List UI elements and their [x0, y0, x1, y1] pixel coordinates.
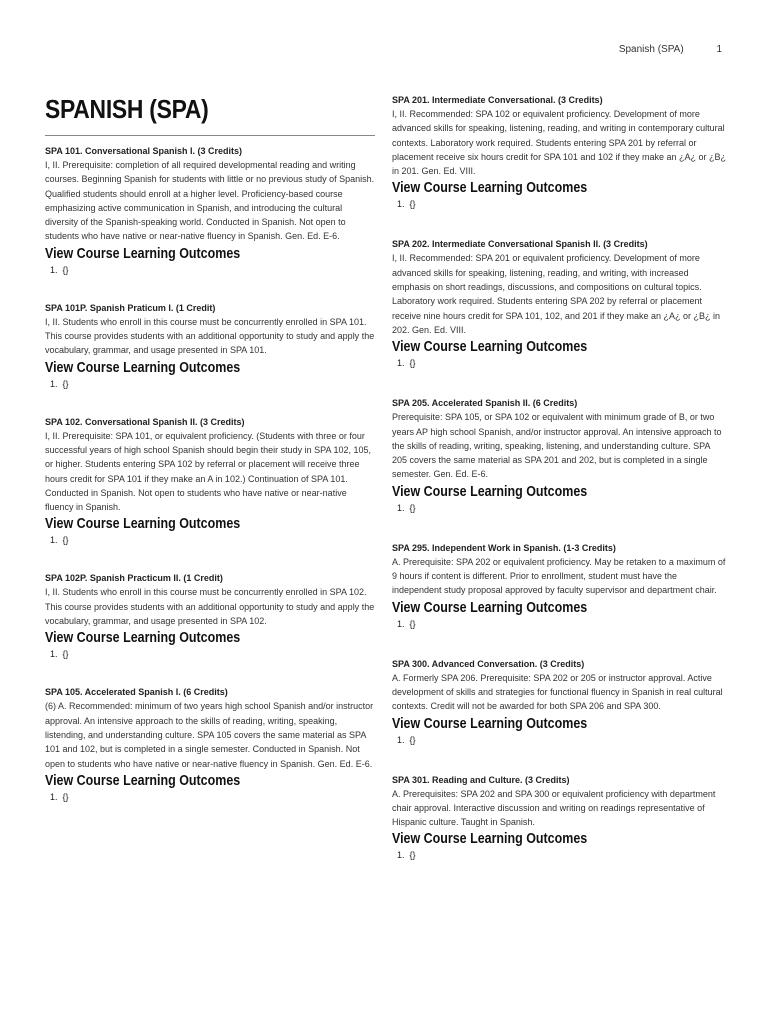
outcome-text: {} [409, 734, 416, 745]
outcome-number: 1. [397, 358, 405, 369]
course-entry-1 [392, 94, 727, 211]
view-outcomes-link[interactable]: View Course Learning Outcomes [392, 483, 588, 500]
course-description: A. Formerly SPA 206. Prerequisite: SPA 202 or 205 or instructor approval. Active development of skills and strategies for functional fluency in Spanish in real cultural contexts. Credit will not be awarded for both SPA 206 and SPA 300. [392, 672, 723, 712]
view-outcomes-link[interactable]: View Course Learning Outcomes [392, 599, 588, 616]
course-entry-3 [45, 416, 375, 548]
outcome-text: {} [409, 850, 416, 861]
outcome-number: 1. [397, 850, 405, 861]
title-divider [45, 135, 375, 136]
left-course-list [45, 145, 375, 804]
outcome-list-item [392, 197, 727, 211]
outcome-number: 1. [50, 378, 58, 389]
course-description: I, II. Students who enroll in this course must be concurrently enrolled in SPA 102. This course provides students with an additional opportunity to study and apply the vocabulary, grammar, and usage presented in SPA 102. [45, 587, 375, 627]
course-title: SPA 101. Conversational Spanish I. (3 Credits) [45, 146, 243, 156]
view-outcomes-link[interactable]: View Course Learning Outcomes [45, 245, 241, 262]
outcome-list-item [45, 377, 375, 391]
right-column [392, 94, 727, 889]
course-description: Prerequisite: SPA 105, or SPA 102 or equivalent with minimum grade of B, or two years AP high school Spanish, and/or instructor approval. An intensive approach to the skills of reading, writing, speaking, listening, and understanding culture. SPA 205 covers the same material as SPA 201 and 202, but is completed in a single semester. Gen. Ed. E-6. [392, 412, 722, 480]
left-column [45, 94, 375, 829]
outcome-text: {} [62, 535, 69, 546]
course-description: A. Prerequisite: SPA 202 or equivalent proficiency. May be retaken to a maximum of 9 hours if content is different. Prior to enrollment, student must have the independent study proposal approved by faculty supervisor and department chair. [392, 556, 726, 596]
course-entry-4 [45, 572, 375, 661]
outcome-number: 1. [50, 264, 58, 275]
outcome-number: 1. [397, 734, 405, 745]
outcome-text: {} [62, 791, 69, 802]
outcome-text: {} [62, 264, 69, 275]
view-outcomes-link[interactable]: View Course Learning Outcomes [45, 772, 241, 789]
course-description: I, II. Recommended: SPA 201 or equivalent proficiency. Development of more advanced skills for speaking, listening, reading, and writing, with increased emphasis on short readings, discussions, and compositions on cultural topics. Laboratory work required. Students entering SPA 202 by referral or placement receive nine hours credit for SPA 101, 102, and 201 if they make an ¿A¿ or ¿B¿ in 202. Gen. Ed. VIII. [392, 253, 721, 335]
outcome-list-item [45, 533, 375, 547]
course-entry-3 [392, 397, 727, 514]
course-title: SPA 105. Accelerated Spanish I. (6 Credits) [45, 687, 228, 698]
course-entry-2 [392, 238, 727, 370]
outcome-text: {} [62, 378, 69, 389]
outcome-list-item [45, 263, 375, 277]
course-entry-5 [392, 658, 727, 747]
view-outcomes-link[interactable]: View Course Learning Outcomes [392, 339, 588, 356]
course-description: I, II. Students who enroll in this course must be concurrently enrolled in SPA 101. This course provides students with an additional opportunity to study and apply the vocabulary, grammar, and usage presented in SPA 101. [45, 316, 375, 356]
outcome-number: 1. [50, 791, 58, 802]
course-description: I, II. Prerequisite: SPA 101, or equivalent proficiency. (Students with three or four successful years of high school Spanish should begin their study in SPA 102, 105, or higher. Students entering SPA 102 by referral or placement will receive three hours credit for SPA 101 if they make an A in 102.) Continuation of SPA 101. Conducted in Spanish. Not open to students who have native or near-native fluency in Spanish. [45, 430, 372, 513]
outcome-list-item [392, 848, 727, 862]
outcome-text: {} [62, 649, 69, 660]
outcome-text: {} [409, 618, 416, 629]
outcome-number: 1. [50, 649, 58, 660]
course-entry-1 [45, 145, 375, 277]
course-title: SPA 101P. Spanish Praticum I. (1 Credit) [45, 302, 216, 313]
course-entry-2 [45, 302, 375, 391]
outcome-list-item [45, 647, 375, 661]
outcome-number: 1. [397, 618, 405, 629]
outcome-list-item [392, 501, 727, 515]
running-header-title: Spanish (SPA) [618, 44, 684, 55]
page-number: 1 [716, 44, 722, 55]
course-entry-4 [392, 542, 727, 631]
page-title: SPANISH (SPA) [45, 94, 209, 124]
course-title: SPA 202. Intermediate Conversational Spanish II. (3 Credits) [392, 239, 648, 250]
outcome-text: {} [409, 502, 416, 513]
outcome-text: {} [409, 199, 416, 210]
outcome-list-item [45, 790, 375, 804]
outcome-number: 1. [397, 502, 405, 513]
view-outcomes-link[interactable]: View Course Learning Outcomes [45, 359, 241, 376]
right-course-list [392, 94, 727, 862]
course-title: SPA 201. Intermediate Conversational. (3 Credits) [392, 95, 603, 105]
running-header [619, 44, 722, 55]
course-entry-6 [392, 774, 727, 863]
outcome-list-item [392, 617, 727, 631]
course-description: I, II. Recommended: SPA 102 or equivalent proficiency. Development of more advanced skills for speaking, listening, reading, and writing in contemporary cultural contexts. Laboratory work required. Students entering SPA 201 by referral or placement receive six hours credit for SPA 101 and 102 if they make an ¿A¿ or ¿B¿ in 201. Gen. Ed. VIII. [392, 109, 726, 177]
outcome-list-item [392, 733, 727, 747]
course-title: SPA 205. Accelerated Spanish II. (6 Credits) [392, 398, 578, 409]
view-outcomes-link[interactable]: View Course Learning Outcomes [392, 715, 588, 732]
outcome-number: 1. [397, 199, 405, 210]
view-outcomes-link[interactable]: View Course Learning Outcomes [45, 630, 241, 647]
course-entry-5 [45, 686, 375, 803]
course-title: SPA 295. Independent Work in Spanish. (1-3 Credits) [392, 542, 616, 553]
outcome-number: 1. [50, 535, 58, 546]
outcome-text: {} [409, 358, 416, 369]
course-description: I, II. Prerequisite: completion of all required developmental reading and writing courses. Beginning Spanish for students with little or no previous study of Spanish. Qualified students should enroll at a higher level. Proficiency-based course emphasizing active communication in Spanish, and introducing the cultural diversity of the Spanish-speaking world. Conducted in Spanish. Not open to students who have native or near-native fluency in Spanish. Gen. Ed. E-6. [45, 160, 375, 242]
course-title: SPA 301. Reading and Culture. (3 Credits) [392, 774, 570, 785]
course-description: A. Prerequisites: SPA 202 and SPA 300 or equivalent proficiency with department chair approval. Interactive discussion and writing on readings representative of Hispanic culture. Taught in Spanish. [392, 788, 716, 828]
course-title: SPA 102. Conversational Spanish II. (3 Credits) [45, 416, 245, 427]
course-title: SPA 300. Advanced Conversation. (3 Credits) [392, 658, 585, 669]
course-description: (6) A. Recommended: minimum of two years high school Spanish and/or instructor approval. An intensive approach to the skills of reading, writing, speaking, listending, and understanding culture. SPA 105 covers the same material as SPA 101 and 102, but is completed in a single semester. Conducted in Spanish. Not open to students who have native or near-native fluency in Spanish. Gen. Ed. E-6. [45, 701, 374, 769]
view-outcomes-link[interactable]: View Course Learning Outcomes [392, 831, 588, 848]
view-outcomes-link[interactable]: View Course Learning Outcomes [45, 516, 241, 533]
outcome-list-item [392, 356, 727, 370]
view-outcomes-link[interactable]: View Course Learning Outcomes [392, 180, 588, 197]
course-title: SPA 102P. Spanish Practicum II. (1 Credit) [45, 573, 223, 584]
